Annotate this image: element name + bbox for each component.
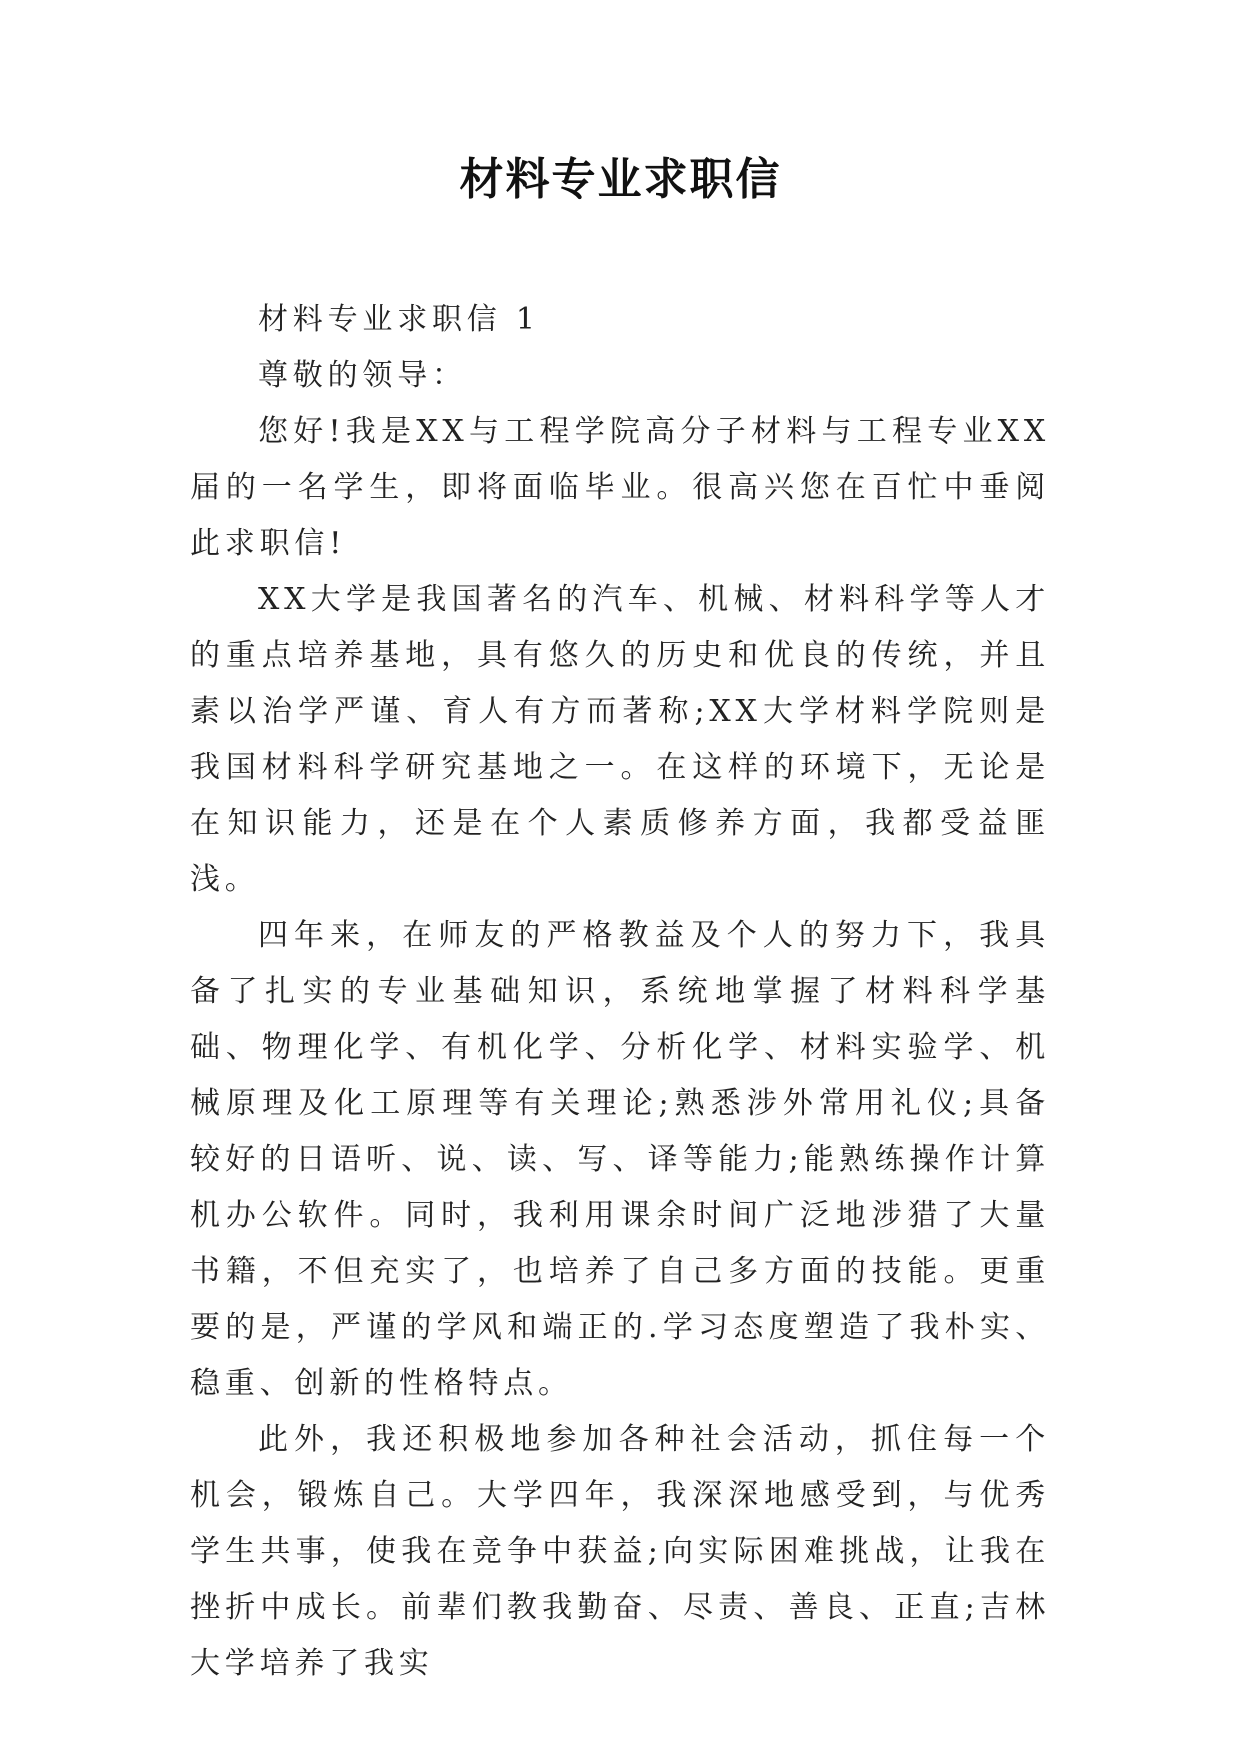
document-body xyxy=(190,292,1050,1692)
letter-heading: 材料专业求职信 1 xyxy=(258,302,540,337)
document-title: 材料专业求职信 xyxy=(459,154,782,205)
body-paragraph: XX大学是我国著名的汽车、机械、材料科学等人才的重点培养基地，具有悠久的历史和优良的传统，并且素以治学严谨、育人有方而著称;XX大学材料学院则是我国材料科学研究基地之一。在这样的环境下，无论是在知识能力，还是在个人素质修养方面，我都受益匪浅。 xyxy=(190,582,1050,897)
body-paragraph: 此外，我还积极地参加各种社会活动，抓住每一个机会，锻炼自己。大学四年，我深深地感受到，与优秀学生共事，使我在竞争中获益;向实际困难挑战，让我在挫折中成长。前辈们教我勤奋、尽责、善良、正直;吉林大学培养了我实 xyxy=(190,1422,1050,1681)
salutation: 尊敬的领导： xyxy=(258,358,467,393)
body-paragraph: 四年来，在师友的严格教益及个人的努力下，我具备了扎实的专业基础知识，系统地掌握了材料科学基础、物理化学、有机化学、分析化学、材料实验学、机械原理及化工原理等有关理论;熟悉涉外常用礼仪;具备较好的日语听、说、读、写、译等能力;能熟练操作计算机办公软件。同时，我利用课余时间广泛地涉猎了大量书籍，不但充实了，也培养了自己多方面的技能。更重要的是，严谨的学风和端正的.学习态度塑造了我朴实、稳重、创新的性格特点。 xyxy=(190,918,1050,1401)
body-paragraph: 您好!我是XX与工程学院高分子材料与工程专业XX届的一名学生，即将面临毕业。很高兴您在百忙中垂阅此求职信! xyxy=(190,414,1050,561)
